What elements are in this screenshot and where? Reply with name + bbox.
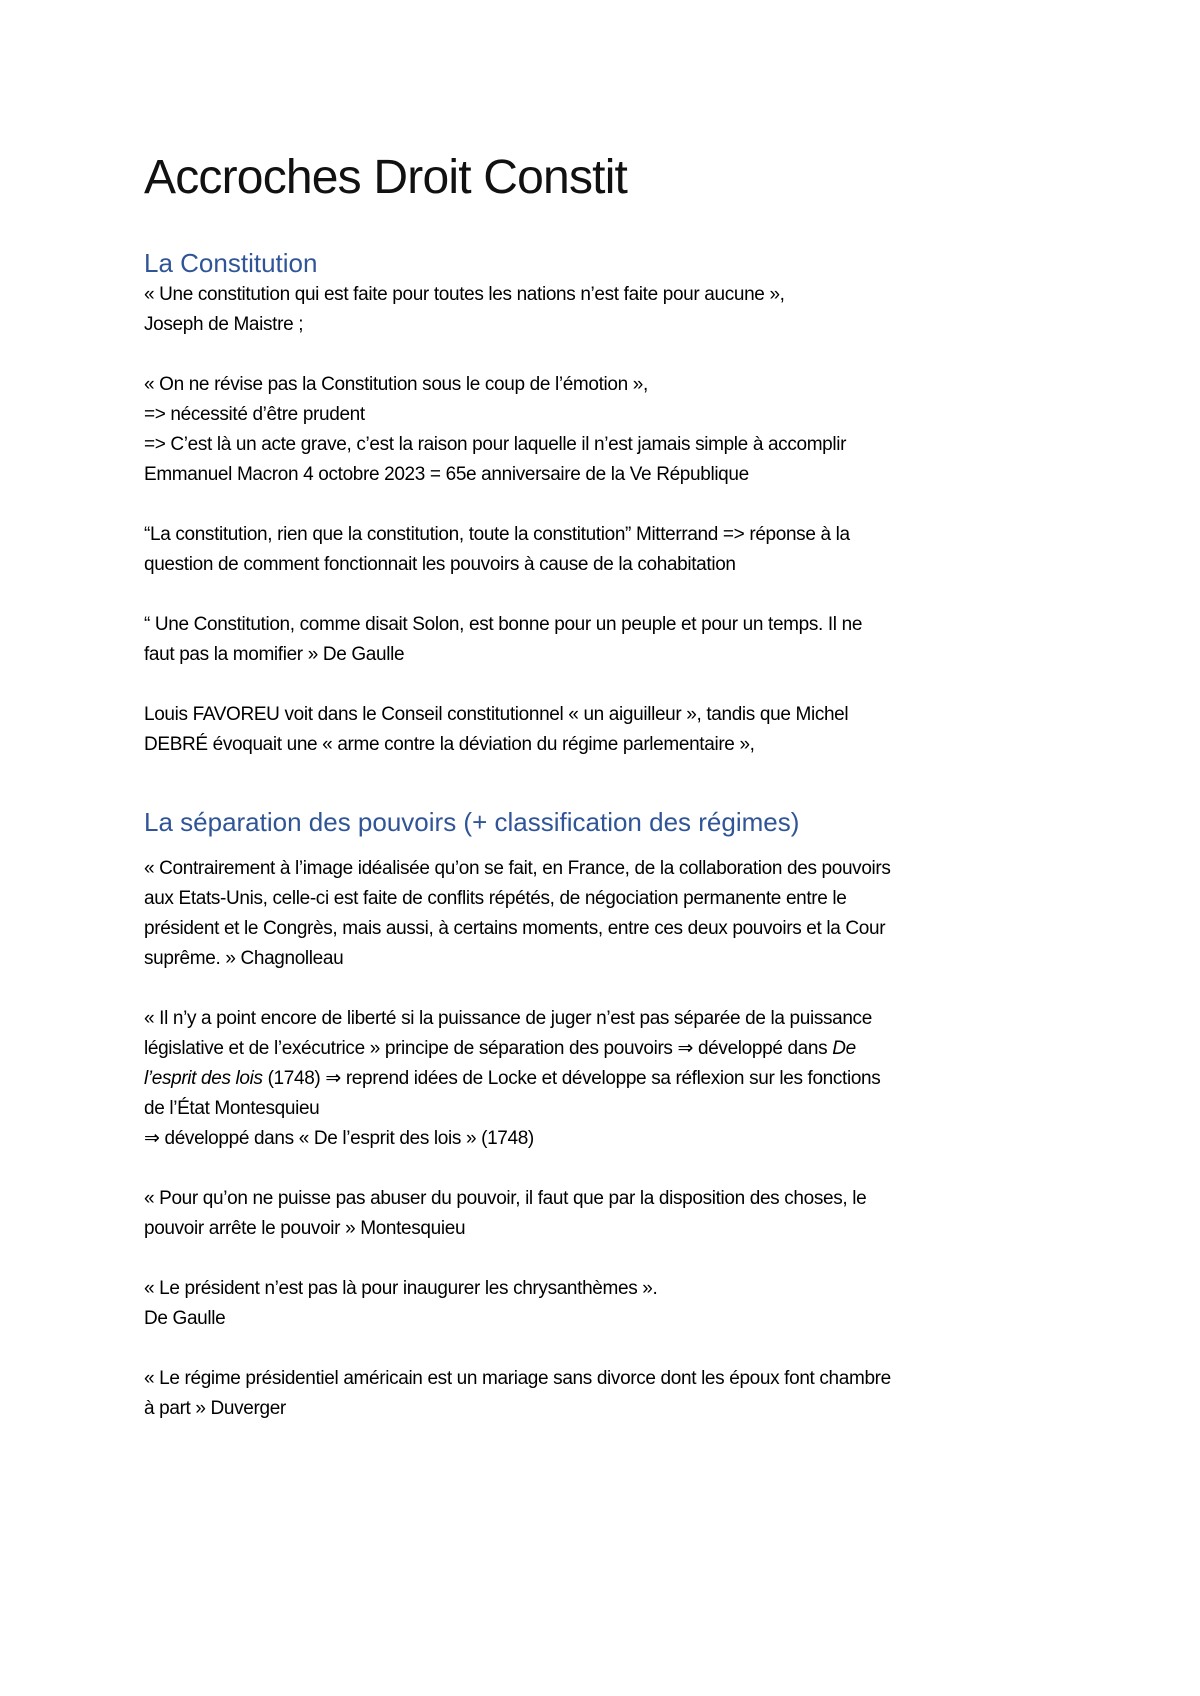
quote-line: => nécessité d’être prudent bbox=[144, 404, 365, 425]
quote-paragraph bbox=[144, 1364, 1064, 1424]
quote-line: Louis FAVOREU voit dans le Conseil constitutionnel « un aiguilleur », tandis que Michel bbox=[144, 704, 849, 725]
document-title: Accroches Droit Constit bbox=[144, 151, 628, 204]
quote-line: DEBRÉ évoquait une « arme contre la déviation du régime parlementaire », bbox=[144, 734, 755, 755]
document-page bbox=[144, 148, 1064, 1454]
quote-line: « Une constitution qui est faite pour toutes les nations n’est faite pour aucune », bbox=[144, 284, 785, 305]
book-title-italic: De bbox=[832, 1038, 856, 1059]
quote-line: “ Une Constitution, comme disait Solon, est bonne pour un peuple et pour un temps. Il ne bbox=[144, 614, 863, 635]
quote-line: « Il n’y a point encore de liberté si la puissance de juger n’est pas séparée de la puissance bbox=[144, 1008, 872, 1029]
quote-line: aux Etats-Unis, celle-ci est faite de conflits répétés, de négociation permanente entre le bbox=[144, 888, 847, 909]
quote-line: ⇒ développé dans « De l’esprit des lois » (1748) bbox=[144, 1128, 534, 1149]
quote-line: président et le Congrès, mais aussi, à certains moments, entre ces deux pouvoirs et la Cour bbox=[144, 918, 886, 939]
quote-paragraph bbox=[144, 610, 1064, 670]
quote-text: législative et de l’exécutrice » principe de séparation des pouvoirs ⇒ développé dans bbox=[144, 1038, 833, 1059]
quote-line: Emmanuel Macron 4 octobre 2023 = 65e anniversaire de la Ve République bbox=[144, 464, 749, 485]
quote-line: faut pas la momifier » De Gaulle bbox=[144, 644, 405, 665]
quote-line: De Gaulle bbox=[144, 1308, 226, 1329]
section-heading-separation: La séparation des pouvoirs (+ classification des régimes) bbox=[144, 807, 800, 837]
quote-line: question de comment fonctionnait les pouvoirs à cause de la cohabitation bbox=[144, 554, 736, 575]
quote-line bbox=[144, 1064, 1064, 1094]
quote-text: (1748) ⇒ reprend idées de Locke et développe sa réflexion sur les fonctions bbox=[262, 1068, 881, 1089]
quote-line: « Le président n’est pas là pour inaugurer les chrysanthèmes ». bbox=[144, 1278, 658, 1299]
quote-line: suprême. » Chagnolleau bbox=[144, 948, 344, 969]
quote-paragraph bbox=[144, 1274, 1064, 1334]
quote-line: “La constitution, rien que la constitution, toute la constitution” Mitterrand => réponse à la bbox=[144, 524, 850, 545]
quote-line bbox=[144, 1034, 1064, 1064]
quote-line: « Le régime présidentiel américain est un mariage sans divorce dont les époux font chambre bbox=[144, 1368, 891, 1389]
quote-line: => C’est là un acte grave, c’est la raison pour laquelle il n’est jamais simple à accomplir bbox=[144, 434, 847, 455]
book-title-italic: l’esprit des lois bbox=[144, 1068, 263, 1089]
section-heading-constitution: La Constitution bbox=[144, 248, 318, 278]
quote-line: « Pour qu’on ne puisse pas abuser du pouvoir, il faut que par la disposition des choses, le bbox=[144, 1188, 867, 1209]
quote-line: pouvoir arrête le pouvoir » Montesquieu bbox=[144, 1218, 466, 1239]
quote-paragraph bbox=[144, 280, 1064, 340]
quote-line: Joseph de Maistre ; bbox=[144, 314, 304, 335]
quote-paragraph bbox=[144, 700, 1064, 760]
quote-line: « Contrairement à l’image idéalisée qu’on se fait, en France, de la collaboration des pouvoirs bbox=[144, 858, 891, 879]
quote-paragraph bbox=[144, 854, 1064, 974]
quote-paragraph bbox=[144, 370, 1064, 490]
quote-paragraph bbox=[144, 520, 1064, 580]
quote-line: à part » Duverger bbox=[144, 1398, 286, 1419]
quote-line: « On ne révise pas la Constitution sous le coup de l’émotion », bbox=[144, 374, 648, 395]
quote-paragraph bbox=[144, 1004, 1064, 1154]
quote-paragraph bbox=[144, 1184, 1064, 1244]
quote-line: de l’État Montesquieu bbox=[144, 1098, 320, 1119]
